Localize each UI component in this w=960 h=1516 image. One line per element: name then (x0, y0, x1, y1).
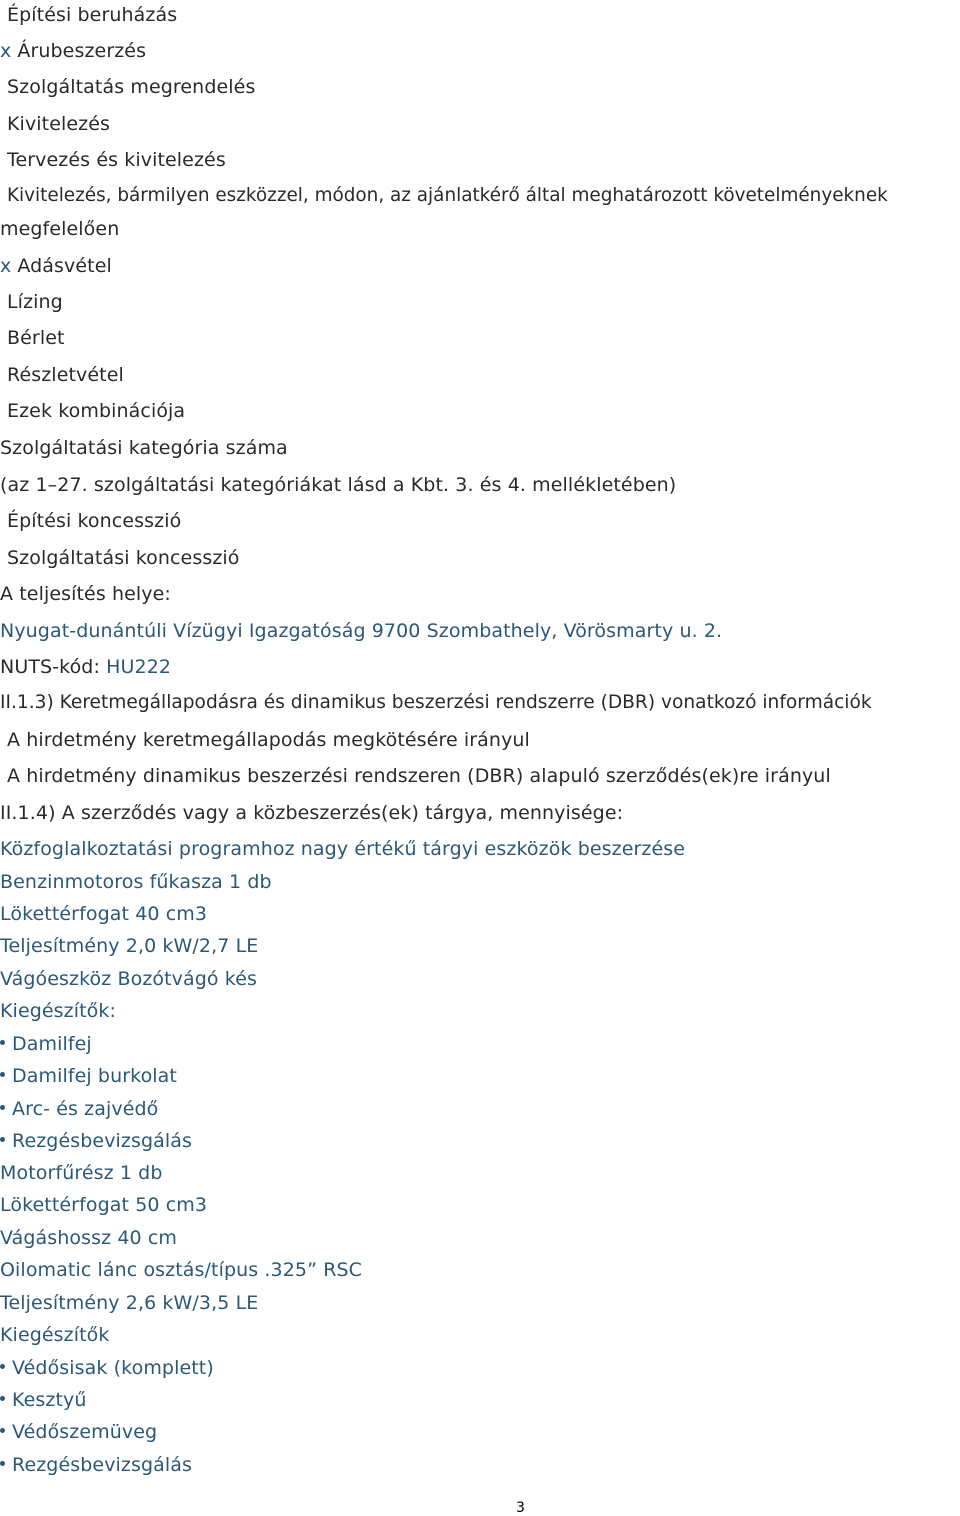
item1-spec: Vágóeszköz Bozótvágó kés (0, 968, 258, 990)
bullet-icon (0, 1137, 5, 1142)
bullet-icon (0, 1428, 5, 1433)
nuts-code: NUTS-kód: HU222 (0, 656, 172, 678)
bullet-icon (0, 1105, 5, 1110)
section-114-heading: II.1.4) A szerződés vagy a közbeszerzés(ek) tárgya, mennyisége: (0, 802, 624, 824)
item2-title: Motorfűrész 1 db (0, 1162, 163, 1184)
nuts-value: HU222 (106, 656, 172, 678)
service-category-label: Szolgáltatási kategória száma (0, 437, 288, 459)
item1-accessory: Arc- és zajvédő (0, 1096, 158, 1122)
item2-spec: Teljesítmény 2,6 kW/3,5 LE (0, 1292, 259, 1314)
option-supply-procurement: x Árubeszerzés (0, 40, 147, 62)
option-hire-purchase: Részletvétel (7, 364, 124, 386)
bullet-icon (0, 1364, 5, 1369)
item1-accessories-label: Kiegészítők: (0, 1000, 117, 1022)
item1-accessory: Rezgésbevizsgálás (0, 1128, 192, 1154)
item2-accessory: Rezgésbevizsgálás (0, 1452, 192, 1478)
bullet-icon (0, 1396, 5, 1401)
item1-accessory: Damilfej burkolat (0, 1063, 177, 1089)
bullet-icon (0, 1072, 5, 1077)
option-combination: Ezek kombinációja (7, 400, 186, 422)
option-execution-any-means: Kivitelezés, bármilyen eszközzel, módon, az ajánlatkérő által meghatározott követelményeknek (7, 185, 888, 206)
option-execution: Kivitelezés (7, 113, 111, 135)
item2-spec: Vágáshossz 40 cm (0, 1227, 178, 1249)
option-dynamic-purchasing: A hirdetmény dinamikus beszerzési rendszeren (DBR) alapuló szerződés(ek)re irányul (7, 765, 831, 787)
option-works-procurement: Építési beruházás (7, 4, 178, 26)
option-execution-any-means-cont: megfelelően (0, 218, 120, 240)
item2-accessories-label: Kiegészítők (0, 1324, 110, 1346)
option-service-order: Szolgáltatás megrendelés (7, 76, 256, 98)
item2-accessory: Védősisak (komplett) (0, 1355, 214, 1381)
option-purchase: x Adásvétel (0, 255, 112, 277)
item2-spec: Oilomatic lánc osztás/típus .325” RSC (0, 1259, 363, 1281)
option-leasing: Lízing (7, 291, 63, 313)
place-value: Nyugat-dunántúli Vízügyi Igazgatóság 9700 Szombathely, Vörösmarty u. 2. (0, 620, 723, 642)
item2-spec: Lökettérfogat 50 cm3 (0, 1194, 208, 1216)
item1-accessory: Damilfej (0, 1031, 92, 1057)
section-113-heading: II.1.3) Keretmegállapodásra és dinamikus beszerzési rendszerre (DBR) vonatkozó információk (0, 692, 872, 713)
check-mark: x (0, 255, 12, 277)
item1-spec: Teljesítmény 2,0 kW/2,7 LE (0, 935, 259, 957)
procurement-subject: Közfoglalkoztatási programhoz nagy értékű tárgyi eszközök beszerzése (0, 838, 686, 860)
bullet-icon (0, 1040, 5, 1045)
option-works-concession: Építési koncesszió (7, 510, 182, 532)
bullet-icon (0, 1461, 5, 1466)
option-design-and-execution: Tervezés és kivitelezés (7, 149, 226, 171)
item2-accessory: Kesztyű (0, 1387, 87, 1413)
page-number: 3 (516, 1500, 525, 1516)
option-rental: Bérlet (7, 327, 65, 349)
item2-accessory: Védőszemüveg (0, 1419, 157, 1445)
check-mark: x (0, 40, 12, 62)
item1-spec: Lökettérfogat 40 cm3 (0, 903, 208, 925)
option-service-concession: Szolgáltatási koncesszió (7, 547, 240, 569)
item1-title: Benzinmotoros fűkasza 1 db (0, 871, 272, 893)
service-category-note: (az 1–27. szolgáltatási kategóriákat lásd a Kbt. 3. és 4. mellékletében) (0, 474, 677, 496)
option-framework-agreement: A hirdetmény keretmegállapodás megkötésére irányul (7, 729, 530, 751)
place-label: A teljesítés helye: (0, 583, 171, 605)
